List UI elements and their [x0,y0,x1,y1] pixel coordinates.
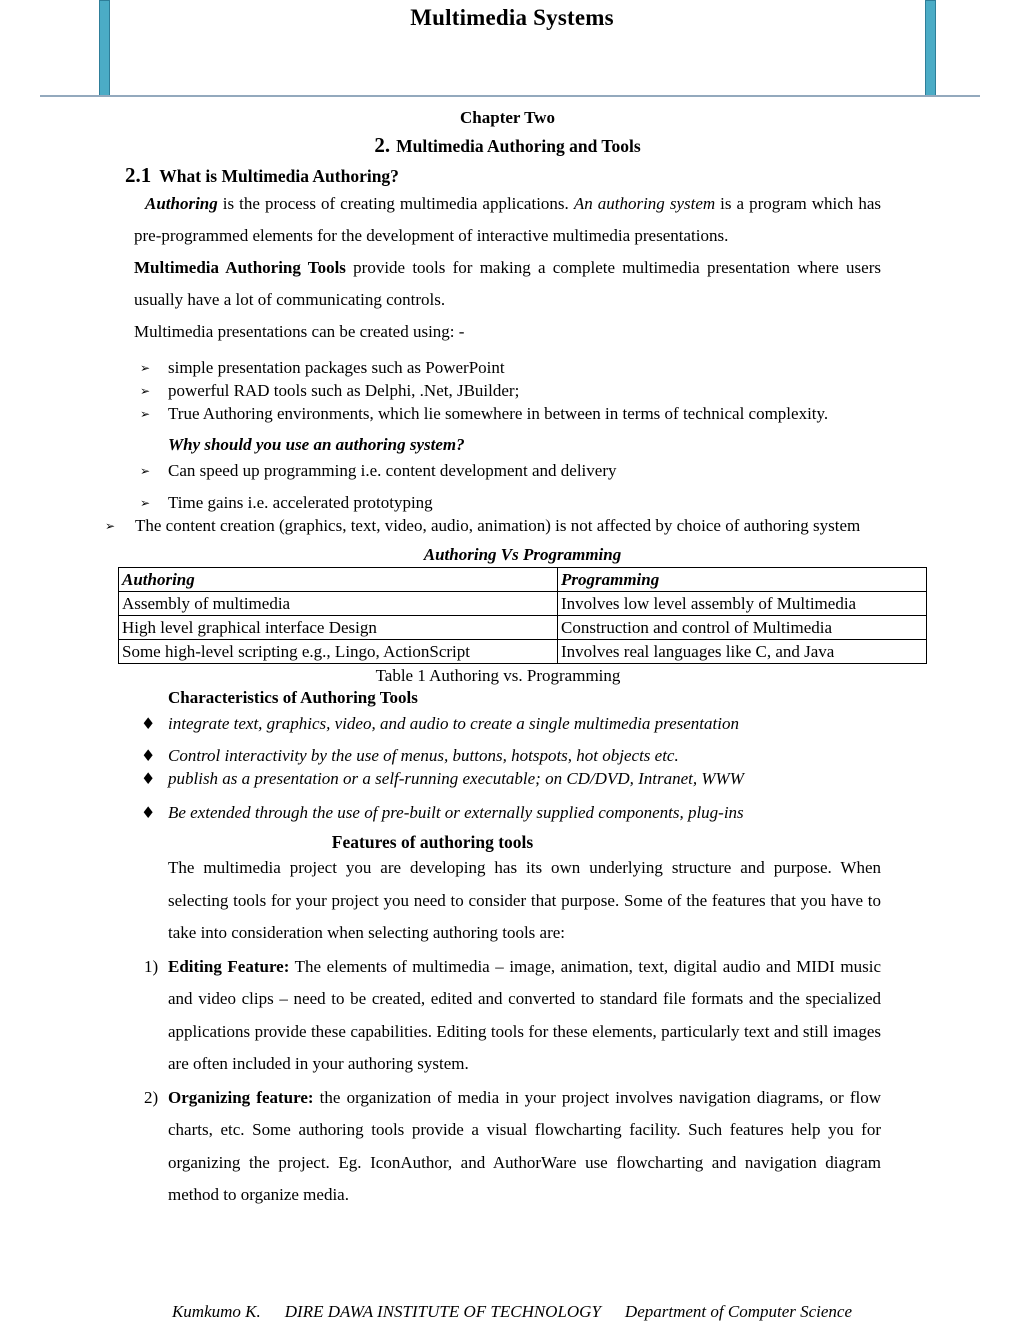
table-header-cell: Authoring [119,568,558,592]
feature-text: the organization of media in your project involves navigation diagrams, or flow charts, etc. Some authoring tools provide a visual flowcharting facility. Such features help you for organizing the project. Eg. IconAuthor, and AuthorWare use flowcharting and navigation diagram method to organize media. [168,1087,881,1204]
creation-methods-list [134,356,881,425]
characteristics-heading: Characteristics of Authoring Tools [168,688,418,707]
chapter-number: 2. [374,133,391,157]
authoring-tools-term: Multimedia Authoring Tools [134,258,346,277]
arrow-bullet-icon: ➢ [105,519,116,533]
feature-label: Editing Feature: [168,956,290,976]
list-item-text: The content creation (graphics, text, video, audio, animation) is not affected by choice of authoring system [135,516,861,535]
footer-department: Department of Computer Science [624,1302,853,1321]
list-number: 2) [144,1087,159,1107]
table-header-cell: Programming [558,568,927,592]
footer-author: Kumkumo K. [171,1302,261,1321]
paragraph-text: is a program which has pre-programmed elements for the development of interactive multimedia presentations. [134,194,881,245]
features-intro-paragraph: The multimedia project you are developing has its own underlying structure and purpose. When selecting tools for your project you need to consider that purpose. Some of the features that you have to take into consideration when selecting authoring tools are: [168,858,881,942]
authoring-term: Authoring [145,194,218,213]
arrow-bullet-icon: ➢ [140,464,151,478]
list-number: 1) [144,956,159,976]
chapter-subtitle-text: Multimedia Authoring and Tools [396,136,641,156]
header-divider [40,95,980,97]
list-item [134,744,881,767]
table-header-row [119,568,927,592]
list-item [134,491,881,514]
list-item-text: True Authoring environments, which lie somewhere in between in terms of technical complexity. [168,404,829,423]
list-item-text: Time gains i.e. accelerated prototyping [168,493,433,512]
page-footer [0,1301,1024,1323]
diamond-bullet-icon: ♦ [141,803,156,822]
list-item [134,356,881,379]
comparison-table-title: Authoring Vs Programming [423,545,622,564]
table-cell: Construction and control of Multimedia [558,616,927,640]
diamond-bullet-icon: ♦ [141,714,156,733]
paragraph-text: provide tools for making a complete multimedia presentation where users usually have a lot of communicating controls. [134,258,881,309]
list-item [134,379,881,402]
arrow-bullet-icon: ➢ [140,496,151,510]
section-heading [125,164,881,188]
chapter-heading: Chapter Two [460,108,555,127]
arrow-bullet-icon: ➢ [140,384,151,398]
arrow-bullet-icon: ➢ [140,361,151,375]
document-title: Multimedia Systems [410,5,614,30]
list-item [134,801,881,824]
page-body [105,108,881,1212]
table-cell: High level graphical interface Design [119,616,558,640]
list-item-text: Control interactivity by the use of menus, buttons, hotspots, hot objects etc. [168,746,679,765]
list-item-text: powerful RAD tools such as Delphi, .Net, JBuilder; [168,381,520,400]
list-item-text: publish as a presentation or a self-running executable; on CD/DVD, Intranet, WWW [168,769,744,788]
table-caption: Table 1 Authoring vs. Programming [375,666,621,685]
feature-label: Organizing feature: [168,1087,314,1107]
arrow-bullet-icon: ➢ [140,407,151,421]
features-heading: Features of authoring tools [331,832,534,852]
list-item [134,402,881,425]
numbered-item-organizing-feature [134,1082,881,1212]
table-cell: Assembly of multimedia [119,592,558,616]
list-item [134,459,881,482]
table-cell: Some high-level scripting e.g., Lingo, ActionScript [119,640,558,664]
numbered-item-editing-feature [134,951,881,1081]
table-row [119,592,927,616]
why-authoring-heading: Why should you use an authoring system? [168,435,465,454]
diamond-bullet-icon: ♦ [141,769,156,788]
list-item [134,767,881,790]
section-number: 2.1 [125,163,152,187]
list-item-text: Can speed up programming i.e. content development and delivery [168,461,617,480]
list-item-text: simple presentation packages such as PowerPoint [168,358,505,377]
list-item-outdented [105,514,881,537]
paragraph-presentations-intro: Multimedia presentations can be created using: - [134,322,465,341]
table-row [119,640,927,664]
paragraph-authoring-tools [134,252,881,316]
feature-text: The elements of multimedia – image, animation, text, digital audio and MIDI music and video clips – need to be created, edited and converted to standard file formats and the specialized applications provide these capabilities. Editing tools for these elements, particularly text and still images are often included in your authoring system. [168,956,881,1073]
section-title: What is Multimedia Authoring? [159,166,399,186]
footer-institute: DIRE DAWA INSTITUTE OF TECHNOLOGY [284,1302,601,1321]
table-cell: Involves real languages like C, and Java [558,640,927,664]
diamond-bullet-icon: ♦ [141,746,156,765]
table-cell: Involves low level assembly of Multimedia [558,592,927,616]
chapter-subtitle [134,134,881,158]
authoring-vs-programming-table [118,567,927,664]
table-row [119,616,927,640]
paragraph-text: is the process of creating multimedia applications. [217,194,574,213]
list-item-text: integrate text, graphics, video, and audio to create a single multimedia presentation [168,714,739,733]
list-item [134,712,881,735]
list-item-text: Be extended through the use of pre-built or externally supplied components, plug-ins [168,803,744,822]
authoring-system-term: An authoring system [573,194,716,213]
paragraph-authoring-definition [134,188,881,252]
